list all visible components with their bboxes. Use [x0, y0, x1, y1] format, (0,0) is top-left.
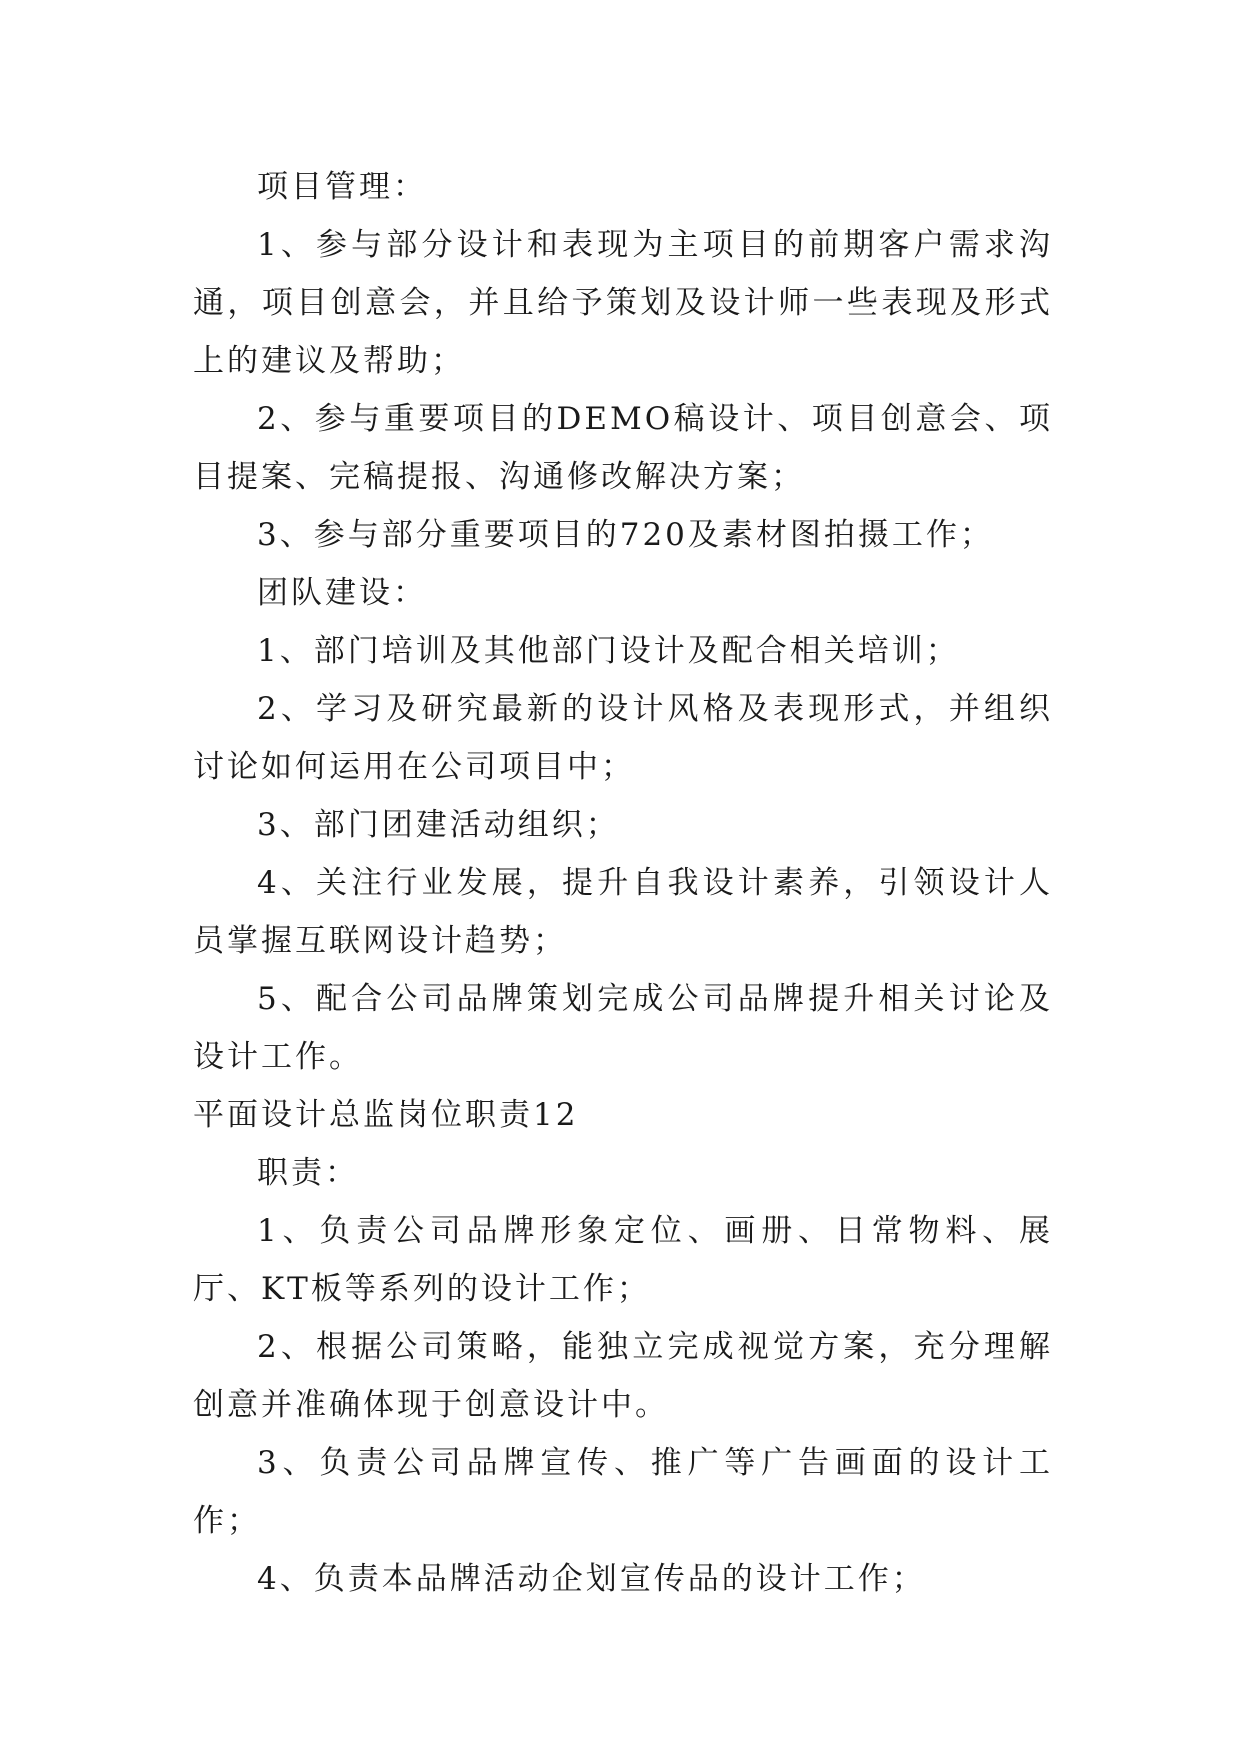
document-body	[193, 158, 1053, 1608]
paragraph: 3、部门团建活动组织；	[257, 807, 620, 843]
paragraph: 4、关注行业发展，提升自我设计素养，引领设计人员掌握互联网设计趋势；	[193, 865, 1053, 959]
section-heading-team-building: 团队建设：	[257, 575, 427, 611]
paragraph: 5、配合公司品牌策划完成公司品牌提升相关讨论及设计工作。	[193, 981, 1053, 1075]
paragraph: 2、根据公司策略，能独立完成视觉方案，充分理解创意并准确体现于创意设计中。	[193, 1329, 1053, 1423]
paragraph: 2、学习及研究最新的设计风格及表现形式，并组织讨论如何运用在公司项目中；	[193, 691, 1053, 785]
section-heading-duties: 职责：	[257, 1155, 359, 1191]
paragraph: 2、参与重要项目的DEMO稿设计、项目创意会、项目提案、完稿提报、沟通修改解决方案；	[193, 401, 1053, 495]
section-heading-project-management: 项目管理：	[257, 169, 427, 205]
paragraph: 4、负责本品牌活动企划宣传品的设计工作；	[257, 1561, 926, 1597]
paragraph: 1、参与部分设计和表现为主项目的前期客户需求沟通，项目创意会，并且给予策划及设计师一些表现及形式上的建议及帮助；	[193, 227, 1053, 379]
paragraph: 1、负责公司品牌形象定位、画册、日常物料、展厅、KT板等系列的设计工作；	[193, 1213, 1053, 1307]
paragraph: 3、参与部分重要项目的720及素材图拍摄工作；	[257, 517, 994, 553]
paragraph: 1、部门培训及其他部门设计及配合相关培训；	[257, 633, 960, 669]
paragraph: 3、负责公司品牌宣传、推广等广告画面的设计工作；	[193, 1445, 1053, 1539]
document-section-title: 平面设计总监岗位职责12	[193, 1097, 579, 1133]
